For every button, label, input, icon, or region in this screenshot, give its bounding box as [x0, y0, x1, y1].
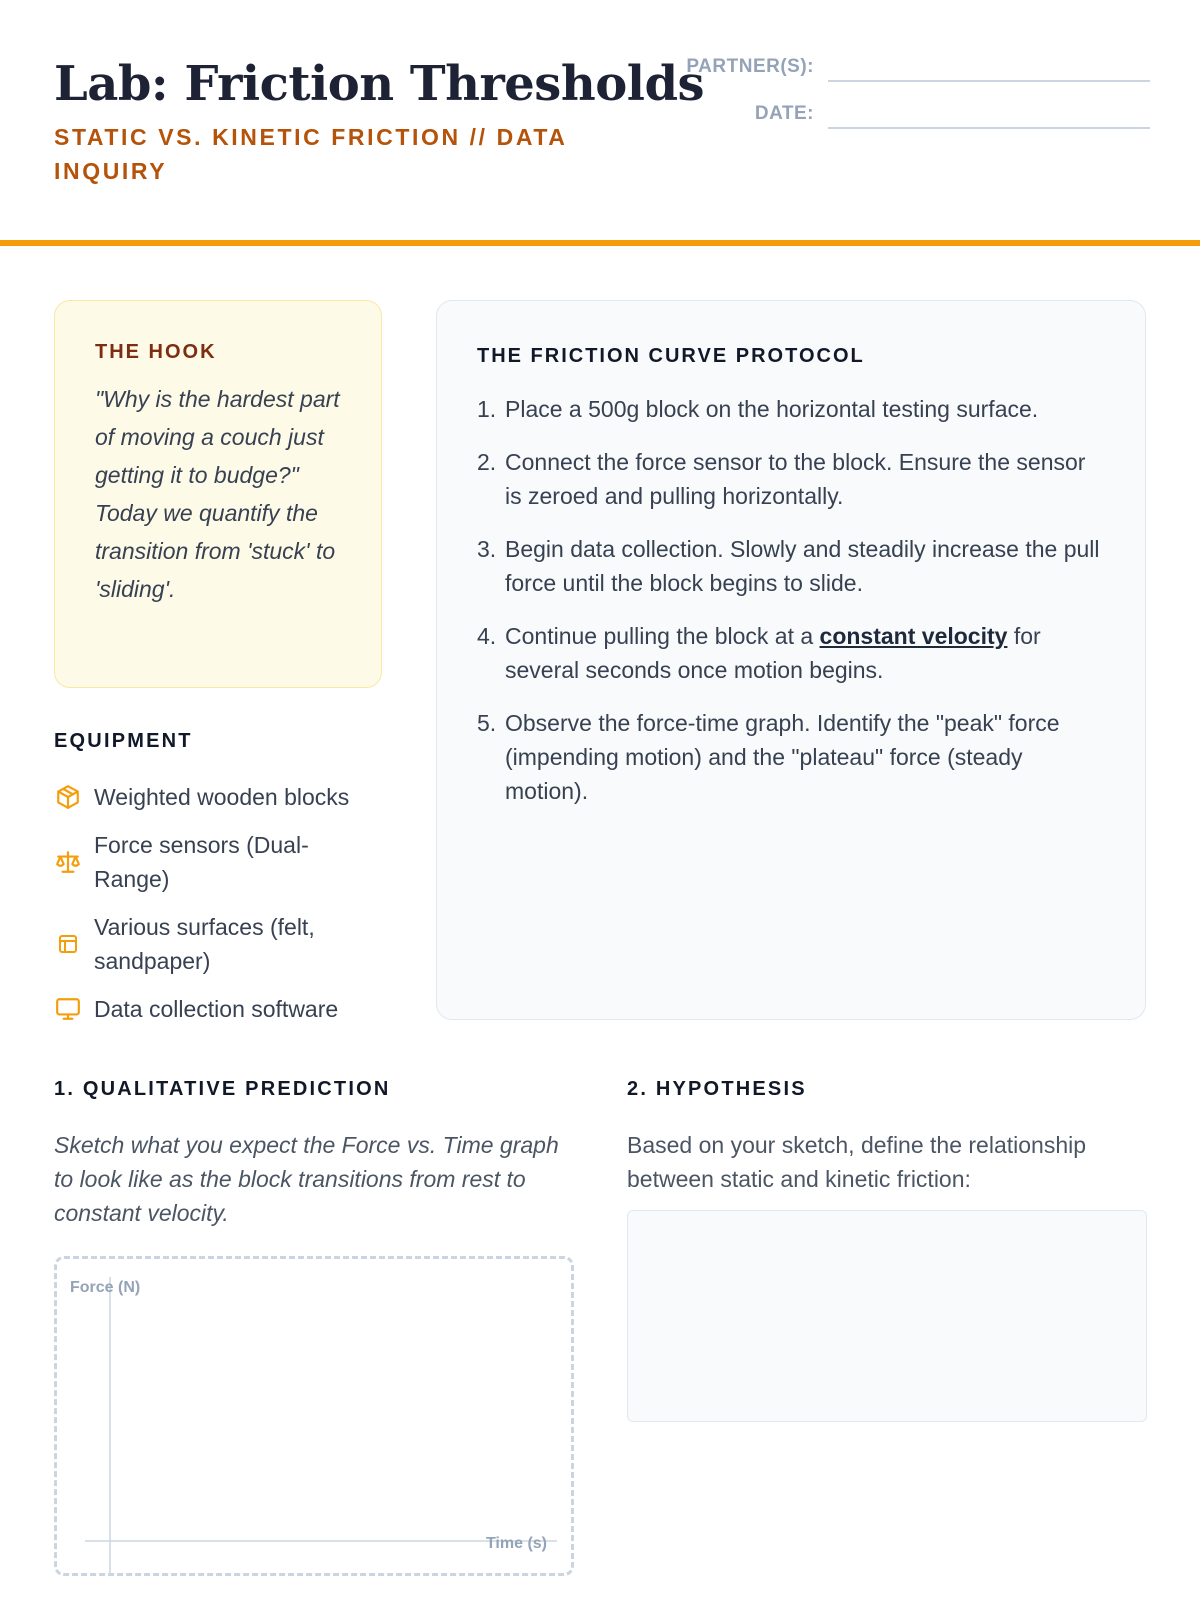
protocol-heading: THE FRICTION CURVE PROTOCOL	[477, 345, 865, 367]
equipment-list	[54, 780, 384, 1040]
step-text: Connect the force sensor to the block. Ensure the sensor is zeroed and pulling horizontally.	[505, 449, 1086, 509]
equipment-label: Data collection software	[94, 996, 339, 1022]
date-field[interactable]	[828, 127, 1150, 129]
step-text-after: for several seconds once motion begins.	[505, 623, 1041, 683]
partners-label: PARTNER(S):	[686, 56, 814, 77]
list-item	[54, 910, 384, 978]
page-title: Lab: Friction Thresholds	[54, 56, 705, 112]
x-axis-label: Time (s)	[485, 1535, 547, 1552]
partners-row	[640, 56, 1150, 86]
step-text: Observe the force-time graph. Identify the "peak" force (impending motion) and the "plateau" force (steady motion).	[505, 710, 1060, 804]
constant-velocity-emphasis: constant velocity	[819, 623, 1008, 649]
hypothesis-heading: 2. HYPOTHESIS	[627, 1078, 807, 1100]
protocol-step	[477, 445, 1105, 513]
step-text: Begin data collection. Slowly and steadily increase the pull force until the block begins to slide.	[505, 536, 1100, 596]
hypothesis-instructions: Based on your sketch, define the relationship between static and kinetic friction:	[627, 1132, 1087, 1192]
list-item	[54, 780, 384, 814]
sketch-axes	[57, 1259, 571, 1573]
page-header	[0, 0, 1200, 246]
list-item	[54, 992, 384, 1026]
equipment-heading: EQUIPMENT	[54, 730, 193, 752]
monitor-icon	[54, 995, 82, 1023]
prediction-heading: 1. QUALITATIVE PREDICTION	[54, 1078, 391, 1100]
protocol-step	[477, 619, 1105, 687]
step-number: 1.	[477, 396, 497, 422]
step-text: Place a 500g block on the horizontal testing surface.	[505, 396, 1039, 422]
equipment-label: Force sensors (Dual-Range)	[94, 832, 309, 892]
step-text-before: Continue pulling the block at a	[505, 623, 820, 649]
sketch-area[interactable]	[54, 1256, 574, 1576]
protocol-step	[477, 392, 1105, 426]
equipment-label: Weighted wooden blocks	[94, 784, 350, 810]
hypothesis-answer-box[interactable]	[627, 1210, 1147, 1422]
hook-heading: THE HOOK	[95, 341, 217, 363]
date-label: DATE:	[754, 103, 814, 124]
step-number: 2.	[477, 449, 497, 475]
list-item	[54, 828, 384, 896]
cube-icon	[54, 783, 82, 811]
step-text	[505, 619, 1105, 687]
protocol-step	[477, 706, 1105, 808]
layout-icon	[54, 930, 82, 958]
partners-field[interactable]	[828, 80, 1150, 82]
scale-icon	[54, 848, 82, 876]
date-row	[640, 103, 1150, 133]
step-number: 3.	[477, 536, 497, 562]
step-number: 4.	[477, 623, 497, 649]
hook-box	[54, 300, 382, 688]
step-number: 5.	[477, 710, 497, 736]
page-subtitle: STATIC VS. KINETIC FRICTION // DATA INQUIRY	[54, 124, 567, 184]
protocol-step	[477, 532, 1105, 600]
equipment-label: Various surfaces (felt, sandpaper)	[94, 914, 315, 974]
prediction-instructions: Sketch what you expect the Force vs. Time graph to look like as the block transitions from rest to constant velocity.	[54, 1132, 559, 1226]
y-axis-label: Force (N)	[70, 1279, 141, 1296]
protocol-box	[436, 300, 1146, 1020]
hook-text: "Why is the hardest part of moving a couch just getting it to budge?" Today we quantify the transition from 'stuck' to 'sliding'.	[95, 386, 340, 602]
